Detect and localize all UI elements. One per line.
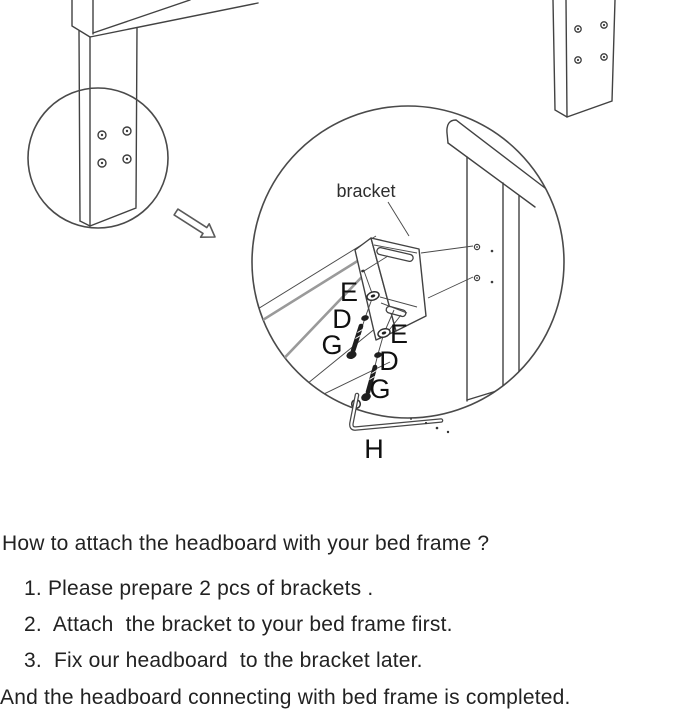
label-g-1: G [321, 330, 343, 360]
instruction-step-2: 2. Attach the bracket to your bed frame first. [24, 613, 453, 636]
instruction-step-1: 1. Please prepare 2 pcs of brackets . [24, 577, 374, 600]
instruction-step-3: 3. Fix our headboard to the bracket later. [24, 649, 423, 672]
label-bracket-leader [388, 202, 409, 236]
label-d-2: D [379, 346, 399, 376]
label-g-2: G [369, 374, 391, 404]
spring-washer-d1 [360, 314, 369, 322]
headboard-left [28, 0, 258, 228]
bed-post-top-right [553, 0, 615, 117]
zoom-circle-small [28, 88, 168, 228]
label-d-1: D [332, 304, 352, 334]
label-e-1: E [339, 277, 359, 307]
bracket [355, 238, 473, 340]
leader-line-upper [421, 246, 473, 253]
instructions-heading: How to attach the headboard with your bed frame ? [2, 532, 490, 555]
label-bracket: bracket [336, 181, 396, 201]
arrow-icon [174, 209, 215, 237]
label-e-2: E [389, 319, 409, 349]
post-holes [575, 22, 607, 63]
post-bolt-holes [474, 244, 493, 283]
leg-bolt-holes [98, 127, 131, 167]
instructions-closing: And the headboard connecting with bed frame is completed. [0, 686, 571, 709]
leader-line-lower [428, 277, 473, 298]
bolt-g1 [353, 326, 361, 351]
label-h: H [364, 434, 384, 464]
